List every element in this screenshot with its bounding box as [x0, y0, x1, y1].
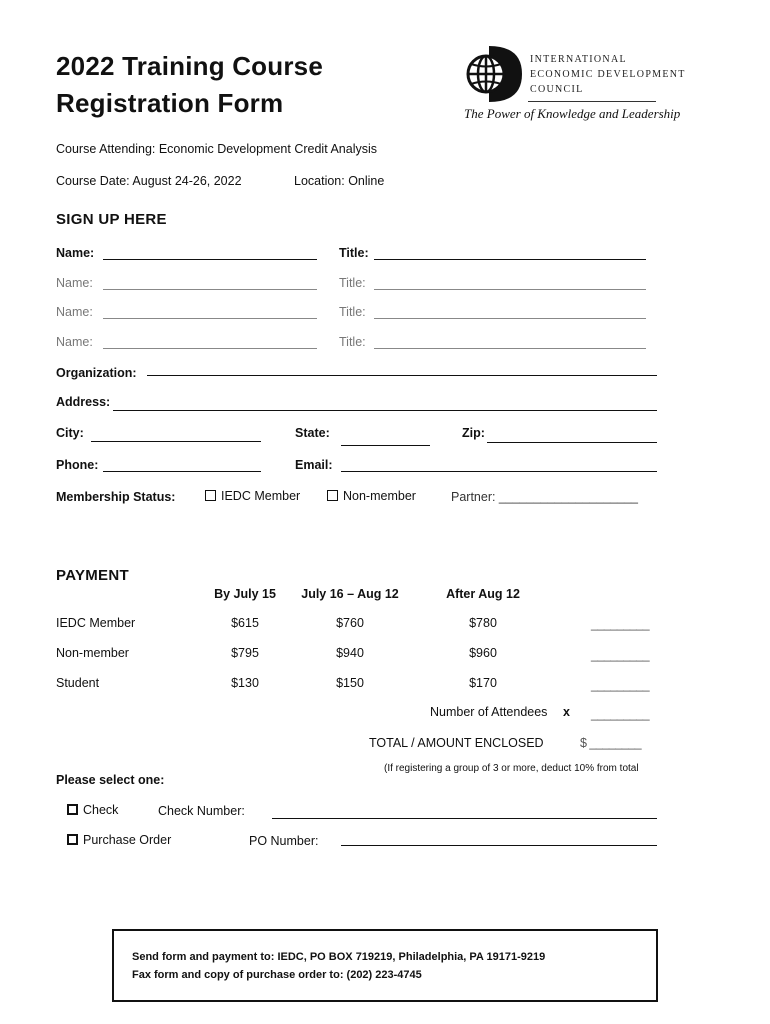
email-field[interactable] — [341, 471, 657, 472]
globe-d-icon — [464, 44, 526, 104]
check-number-label: Check Number: — [158, 804, 245, 818]
title-label-3: Title: — [339, 305, 366, 319]
price-cell: $150 — [336, 676, 364, 690]
check-option-label: Check — [83, 803, 119, 817]
name-label-2: Name: — [56, 276, 93, 290]
state-field[interactable] — [341, 445, 430, 446]
amount-blank[interactable]: _________ — [591, 617, 650, 631]
checkbox-icon — [67, 804, 78, 815]
page-title-line2: Registration Form — [56, 88, 284, 118]
total-amount-label: TOTAL / AMOUNT ENCLOSED — [369, 736, 544, 750]
check-number-field[interactable] — [272, 818, 657, 819]
please-select-one-label: Please select one: — [56, 773, 165, 787]
address-label: Address: — [56, 395, 111, 409]
organization-label: Organization: — [56, 366, 137, 380]
title-field-2[interactable] — [374, 289, 646, 290]
logo-text-economic-development: ECONOMIC DEVELOPMENT — [530, 69, 686, 80]
partner-field[interactable]: Partner: ____________________ — [451, 490, 638, 504]
checkbox-icon — [67, 834, 78, 845]
zip-label: Zip: — [462, 426, 485, 440]
check-option-checkbox[interactable] — [67, 803, 118, 817]
zip-field[interactable] — [487, 442, 657, 443]
title-label-1: Title: — [339, 246, 369, 260]
po-number-field[interactable] — [341, 845, 657, 846]
checkbox-icon — [205, 490, 216, 501]
course-attending: Course Attending: Economic Development Credit Analysis — [56, 142, 377, 156]
title-field-1[interactable] — [374, 259, 646, 260]
logo-text-council: COUNCIL — [530, 84, 584, 95]
total-amount-blank[interactable]: $ ________ — [580, 736, 642, 750]
address-field[interactable] — [113, 410, 657, 411]
name-label-3: Name: — [56, 305, 93, 319]
membership-status-label: Membership Status: — [56, 490, 176, 504]
group-discount-note: (If registering a group of 3 or more, deduct 10% from total — [384, 763, 639, 774]
price-cell: $615 — [231, 616, 259, 630]
state-label: State: — [295, 426, 330, 440]
checkbox-icon — [327, 490, 338, 501]
course-location: Location: Online — [294, 174, 385, 188]
column-header-by-july-15: By July 15 — [214, 587, 276, 601]
city-label: City: — [56, 426, 84, 440]
logo-tagline: The Power of Knowledge and Leadership — [464, 106, 681, 121]
logo-text-international: INTERNATIONAL — [530, 54, 627, 65]
name-label-1: Name: — [56, 246, 95, 260]
payment-heading: PAYMENT — [56, 567, 129, 584]
iedc-member-label: IEDC Member — [221, 489, 301, 503]
mailing-address: Send form and payment to: IEDC, PO BOX 719219, Philadelphia, PA 19171-9219 — [132, 951, 546, 963]
multiply-x: x — [563, 705, 570, 719]
title-field-4[interactable] — [374, 348, 646, 349]
price-cell: $940 — [336, 646, 364, 660]
price-cell: $130 — [231, 676, 259, 690]
price-cell: $760 — [336, 616, 364, 630]
title-label-2: Title: — [339, 276, 366, 290]
column-header-after-aug-12: After Aug 12 — [446, 587, 520, 601]
price-cell: $795 — [231, 646, 259, 660]
name-field-4[interactable] — [103, 348, 317, 349]
signup-heading: SIGN UP HERE — [56, 211, 167, 228]
non-member-label: Non-member — [343, 489, 416, 503]
amount-blank[interactable]: _________ — [591, 648, 650, 662]
name-label-4: Name: — [56, 335, 93, 349]
page-title-line1: 2022 Training Course — [56, 51, 323, 81]
row-label: Student — [56, 676, 100, 690]
course-date: Course Date: August 24-26, 2022 — [56, 174, 242, 188]
phone-label: Phone: — [56, 458, 99, 472]
title-label-4: Title: — [339, 335, 366, 349]
purchase-order-checkbox[interactable] — [67, 833, 171, 847]
amount-blank[interactable]: _________ — [591, 678, 650, 692]
purchase-order-label: Purchase Order — [83, 833, 172, 847]
phone-field[interactable] — [103, 471, 261, 472]
name-field-2[interactable] — [103, 289, 317, 290]
non-member-checkbox[interactable] — [327, 489, 416, 503]
number-of-attendees-label: Number of Attendees — [430, 705, 548, 719]
organization-field[interactable] — [147, 375, 657, 376]
iedc-member-checkbox[interactable] — [205, 489, 300, 503]
attendees-blank[interactable]: _________ — [591, 707, 650, 721]
name-field-1[interactable] — [103, 259, 317, 260]
row-label: IEDC Member — [56, 616, 136, 630]
mailing-instructions-box — [112, 929, 658, 1002]
row-label: Non-member — [56, 646, 129, 660]
price-cell: $170 — [469, 676, 497, 690]
logo-rule — [528, 101, 656, 102]
name-field-3[interactable] — [103, 318, 317, 319]
price-cell: $960 — [469, 646, 497, 660]
title-field-3[interactable] — [374, 318, 646, 319]
po-number-label: PO Number: — [249, 834, 319, 848]
column-header-july-16-aug-12: July 16 – Aug 12 — [301, 587, 399, 601]
price-cell: $780 — [469, 616, 497, 630]
email-label: Email: — [295, 458, 333, 472]
fax-instructions: Fax form and copy of purchase order to: (202) 223-4745 — [132, 969, 422, 981]
city-field[interactable] — [91, 441, 261, 442]
